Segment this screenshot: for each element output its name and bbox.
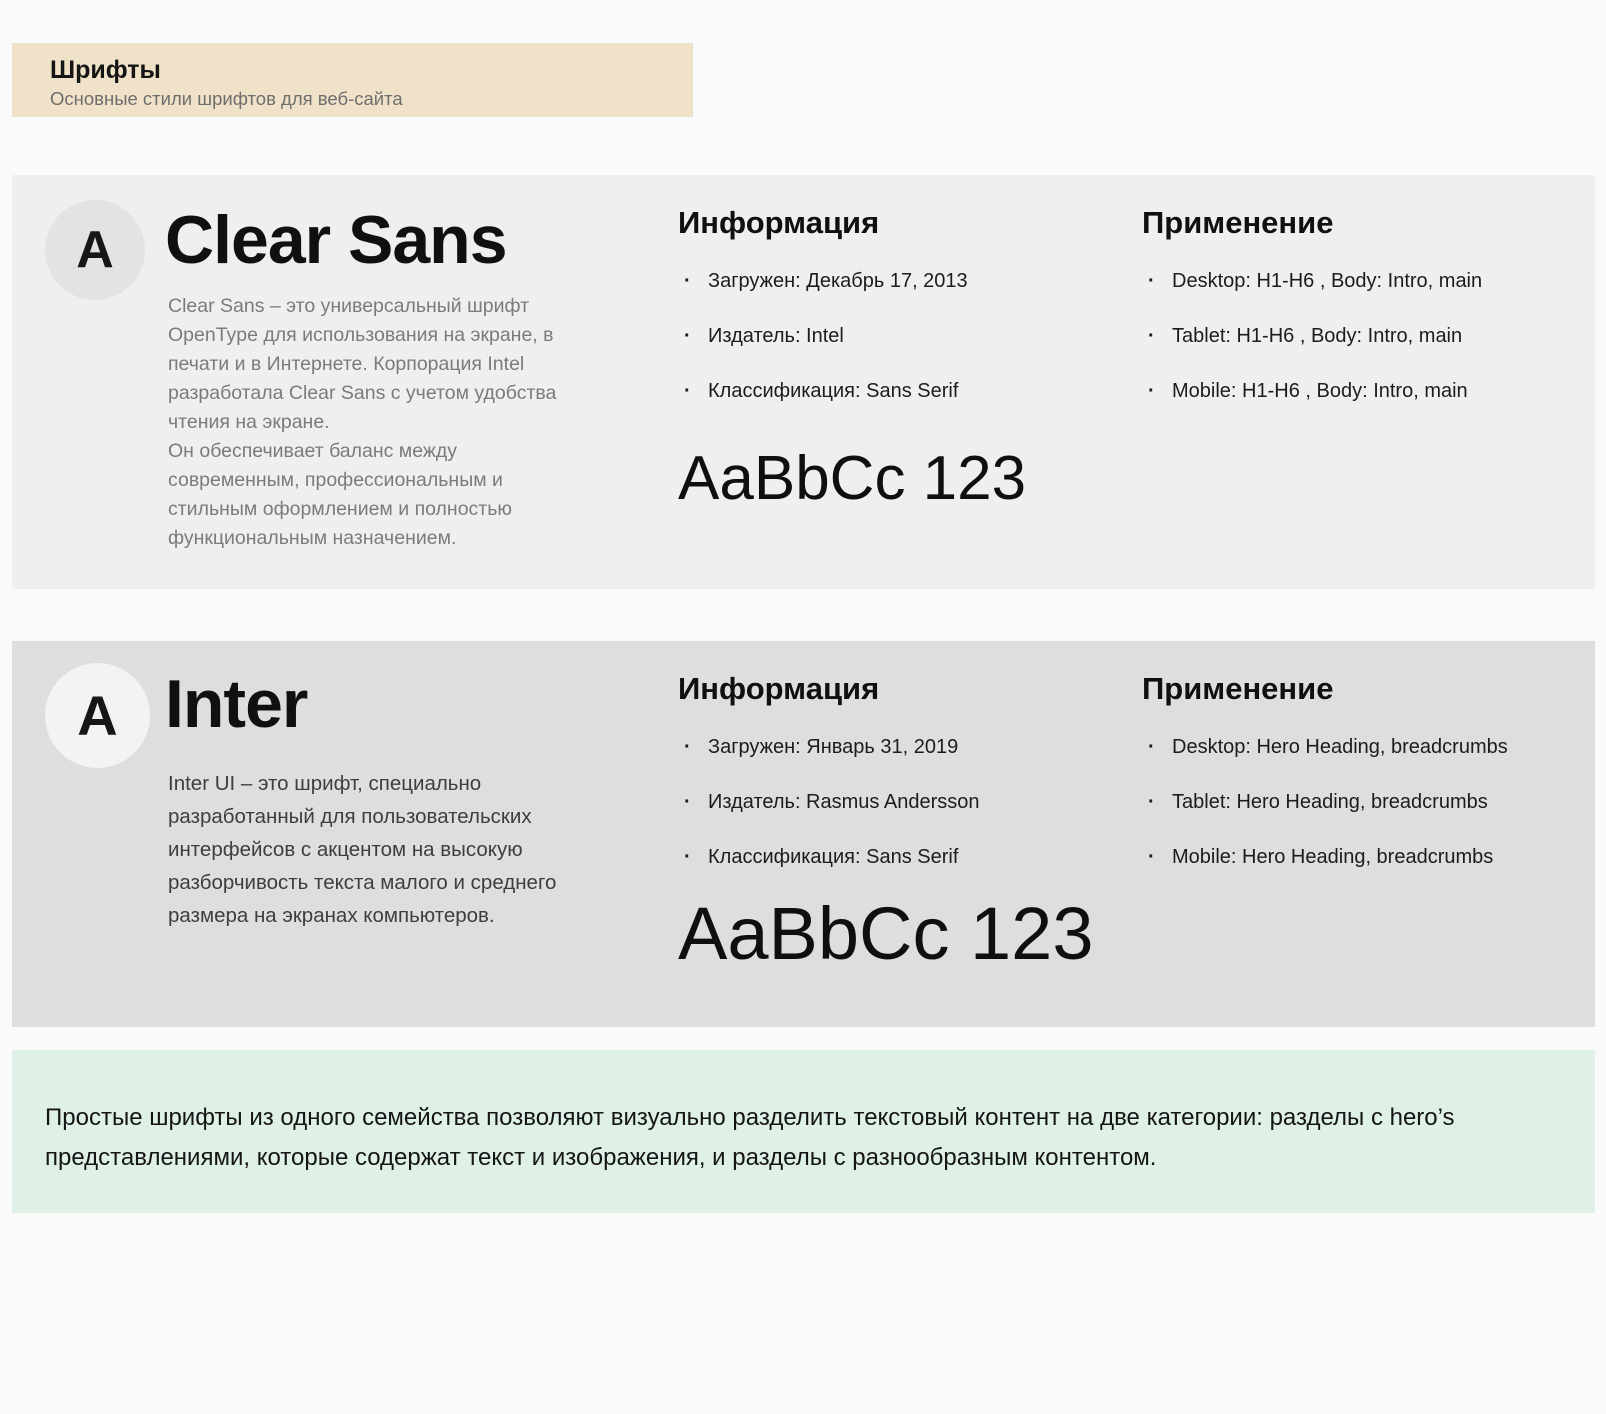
usage-section	[1142, 205, 1602, 433]
usage-section	[1142, 671, 1602, 899]
list-item-text: Загружен: Декабрь 17, 2013	[708, 269, 968, 292]
font-name: Inter	[165, 666, 308, 742]
page-header	[12, 43, 693, 117]
list-item	[1148, 734, 1602, 760]
list-item	[1148, 378, 1602, 404]
bullet-icon: ·	[1148, 379, 1155, 402]
font-letter-badge	[45, 200, 145, 300]
list-item-text: Загружен: Январь 31, 2019	[708, 735, 959, 758]
bullet-icon: ·	[684, 845, 691, 868]
bullet-icon: ·	[1148, 845, 1155, 868]
list-item-text: Классификация: Sans Serif	[708, 379, 959, 402]
list-item-text: Mobile: Hero Heading, breadcrumbs	[1172, 845, 1494, 868]
list-item	[684, 734, 1138, 760]
summary-note-text: Простые шрифты из одного семейства позволяют визуально разделить текстовый контент на две категории: разделы с hero’s представлениями, которые содержат текст и изображения, и разделы с разнообразным контентом.	[45, 1104, 1455, 1171]
bullet-icon: ·	[684, 735, 691, 758]
font-description	[168, 767, 583, 932]
font-description-paragraph: Inter UI – это шрифт, специально разработанный для пользовательских интерфейсов с акцентом на высокую разборчивость текста малого и среднего размера на экранах компьютеров.	[168, 772, 557, 927]
usage-section-title: Применение	[1142, 671, 1334, 706]
usage-list	[1142, 734, 1602, 870]
page-title: Шрифты	[50, 56, 161, 84]
bullet-icon: ·	[684, 790, 691, 813]
list-item	[1148, 268, 1602, 294]
list-item	[1148, 323, 1602, 349]
font-card-inter	[12, 641, 1595, 1027]
bullet-icon: ·	[684, 324, 691, 347]
usage-list	[1142, 268, 1602, 404]
bullet-icon: ·	[684, 379, 691, 402]
list-item-text: Издатель: Intel	[708, 324, 844, 347]
font-letter: A	[76, 221, 114, 279]
bullet-icon: ·	[1148, 735, 1155, 758]
list-item-text: Desktop: Hero Heading, breadcrumbs	[1172, 735, 1508, 758]
list-item	[1148, 789, 1602, 815]
usage-section-title: Применение	[1142, 205, 1334, 240]
font-specimen: AaBbCc 123	[678, 444, 1027, 513]
list-item-text: Desktop: H1-H6 , Body: Intro, main	[1172, 269, 1483, 292]
font-specimen: AaBbCc 123	[678, 892, 1094, 975]
bullet-icon: ·	[1148, 324, 1155, 347]
list-item	[1148, 844, 1602, 870]
summary-note	[12, 1050, 1595, 1213]
list-item	[684, 789, 1138, 815]
bullet-icon: ·	[684, 269, 691, 292]
info-list	[678, 268, 1138, 404]
list-item	[684, 268, 1138, 294]
list-item-text: Tablet: H1-H6 , Body: Intro, main	[1172, 324, 1463, 347]
font-letter: A	[77, 684, 118, 747]
list-item-text: Издатель: Rasmus Andersson	[708, 790, 980, 813]
list-item	[684, 323, 1138, 349]
list-item	[684, 378, 1138, 404]
list-item-text: Mobile: H1-H6 , Body: Intro, main	[1172, 379, 1468, 402]
bullet-icon: ·	[1148, 269, 1155, 292]
info-section-title: Информация	[678, 671, 880, 706]
info-section	[678, 671, 1138, 899]
font-description	[168, 292, 568, 553]
info-section	[678, 205, 1138, 433]
font-name: Clear Sans	[165, 202, 507, 278]
page-subtitle: Основные стили шрифтов для веб-сайта	[50, 87, 403, 109]
font-description-paragraph: Он обеспечивает баланс между современным, профессиональным и стильным оформлением и полностью функциональным назначением.	[168, 440, 513, 549]
font-card-clear-sans	[12, 175, 1595, 589]
list-item-text: Классификация: Sans Serif	[708, 845, 959, 868]
list-item-text: Tablet: Hero Heading, breadcrumbs	[1172, 790, 1488, 813]
bullet-icon: ·	[1148, 790, 1155, 813]
info-list	[678, 734, 1138, 870]
info-section-title: Информация	[678, 205, 880, 240]
font-letter-badge	[45, 663, 150, 768]
list-item	[684, 844, 1138, 870]
font-description-paragraph: Clear Sans – это универсальный шрифт OpenType для использования на экране, в печати и в Интернете. Корпорация Intel разработала Clear Sans с учетом удобства чтения на экране.	[168, 295, 557, 433]
